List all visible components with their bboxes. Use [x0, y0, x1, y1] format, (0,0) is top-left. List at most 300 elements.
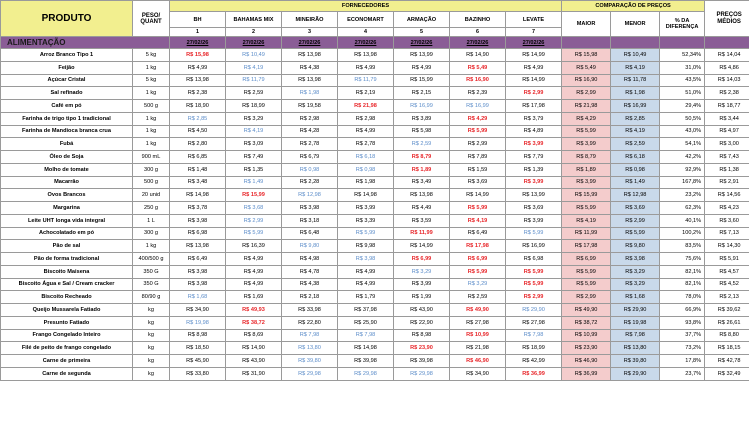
section-date: 27/02/26 [506, 37, 562, 49]
price-cell: R$ 14,98 [338, 189, 394, 202]
table-row [1, 316, 749, 329]
table-row [1, 100, 749, 113]
price-cell: R$ 36,99 [506, 367, 562, 380]
section-spacer [611, 37, 660, 49]
price-cell: R$ 3,98 [170, 278, 226, 291]
diff-percent: 23,2% [660, 189, 705, 202]
maior-value: R$ 46,90 [562, 355, 611, 368]
price-cell: R$ 19,98 [170, 316, 226, 329]
product-name: Biscoito Recheado [1, 291, 133, 304]
price-cell: R$ 3,39 [338, 214, 394, 227]
price-cell: R$ 3,29 [226, 112, 282, 125]
diff-percent: 92,9% [660, 163, 705, 176]
price-cell: R$ 8,79 [394, 151, 450, 164]
price-cell: R$ 5,99 [226, 227, 282, 240]
table-row [1, 87, 749, 100]
store-number-5: 5 [394, 28, 450, 37]
price-cell: R$ 2,99 [506, 291, 562, 304]
average-price: R$ 4,86 [705, 61, 749, 74]
price-cell: R$ 1,68 [170, 291, 226, 304]
price-cell: R$ 3,99 [394, 278, 450, 291]
price-cell: R$ 6,99 [394, 253, 450, 266]
price-cell: R$ 9,80 [282, 240, 338, 253]
price-cell: R$ 6,49 [170, 253, 226, 266]
price-cell: R$ 3,49 [394, 176, 450, 189]
price-cell: R$ 13,99 [506, 189, 562, 202]
product-quantity: 1 kg [133, 240, 170, 253]
product-quantity: 300 g [133, 163, 170, 176]
peso-quant-header: PESO/ QUANT [133, 1, 170, 37]
price-cell: R$ 14,99 [506, 74, 562, 87]
table-row [1, 227, 749, 240]
menor-value: R$ 13,80 [611, 342, 660, 355]
menor-value: R$ 6,18 [611, 151, 660, 164]
price-cell: R$ 2,39 [450, 87, 506, 100]
price-cell: R$ 3,99 [506, 138, 562, 151]
price-cell: R$ 8,98 [170, 329, 226, 342]
price-cell: R$ 34,90 [170, 304, 226, 317]
menor-value: R$ 16,99 [611, 100, 660, 113]
price-cell: R$ 18,99 [226, 100, 282, 113]
product-quantity: 1 kg [133, 138, 170, 151]
table-row [1, 125, 749, 138]
price-cell: R$ 33,98 [282, 304, 338, 317]
price-cell: R$ 27,98 [506, 316, 562, 329]
table-row [1, 176, 749, 189]
product-name: Feijão [1, 61, 133, 74]
product-name: Margarina [1, 202, 133, 215]
menor-value: R$ 19,98 [611, 316, 660, 329]
product-name: Farinha de Mandioca branca crua [1, 125, 133, 138]
maior-value: R$ 11,99 [562, 227, 611, 240]
maior-value: R$ 4,19 [562, 214, 611, 227]
price-cell: R$ 3,48 [170, 176, 226, 189]
price-cell: R$ 2,59 [450, 291, 506, 304]
product-quantity: 900 mL [133, 151, 170, 164]
price-cell: R$ 7,89 [450, 151, 506, 164]
menor-value: R$ 3,98 [611, 253, 660, 266]
menor-value: R$ 29,90 [611, 304, 660, 317]
diff-percent: 42,2% [660, 151, 705, 164]
price-cell: R$ 10,49 [226, 49, 282, 62]
product-name: Sal refinado [1, 87, 133, 100]
price-cell: R$ 5,99 [450, 265, 506, 278]
average-price: R$ 2,13 [705, 291, 749, 304]
product-quantity: 1 kg [133, 61, 170, 74]
menor-value: R$ 2,59 [611, 138, 660, 151]
price-cell: R$ 1,35 [226, 163, 282, 176]
menor-value: R$ 10,49 [611, 49, 660, 62]
store-number-6: 6 [450, 28, 506, 37]
section-date: 27/02/26 [226, 37, 282, 49]
price-cell: R$ 13,98 [338, 49, 394, 62]
price-cell: R$ 4,99 [338, 278, 394, 291]
price-cell: R$ 16,39 [226, 240, 282, 253]
price-cell: R$ 7,98 [506, 329, 562, 342]
diff-percent: 73,2% [660, 342, 705, 355]
menor-value: R$ 4,19 [611, 125, 660, 138]
menor-value: R$ 2,85 [611, 112, 660, 125]
price-cell: R$ 45,90 [170, 355, 226, 368]
average-price: R$ 1,38 [705, 163, 749, 176]
price-cell: R$ 6,79 [282, 151, 338, 164]
price-cell: R$ 33,80 [170, 367, 226, 380]
average-price: R$ 14,04 [705, 49, 749, 62]
price-cell: R$ 21,98 [450, 342, 506, 355]
product-name: Molho de tomate [1, 163, 133, 176]
store-header-bahamas-mix: BAHAMAS MIX [226, 12, 282, 28]
section-date: 27/02/26 [282, 37, 338, 49]
price-cell: R$ 4,50 [170, 125, 226, 138]
average-price: R$ 18,15 [705, 342, 749, 355]
price-cell: R$ 2,99 [226, 214, 282, 227]
product-quantity: 500 g [133, 176, 170, 189]
price-cell: R$ 18,90 [170, 100, 226, 113]
section-date: 27/02/26 [394, 37, 450, 49]
product-quantity: 400/500 g [133, 253, 170, 266]
price-cell: R$ 3,98 [282, 202, 338, 215]
diff-percent: 82,1% [660, 278, 705, 291]
maior-value: R$ 10,99 [562, 329, 611, 342]
price-cell: R$ 3,98 [170, 265, 226, 278]
price-cell: R$ 23,90 [394, 342, 450, 355]
maior-value: R$ 15,98 [562, 49, 611, 62]
price-cell: R$ 3,79 [506, 112, 562, 125]
price-cell: R$ 4,99 [170, 61, 226, 74]
price-cell: R$ 2,78 [282, 138, 338, 151]
price-cell: R$ 6,98 [170, 227, 226, 240]
product-quantity: kg [133, 304, 170, 317]
diff-percent: 51,0% [660, 87, 705, 100]
price-cell: R$ 14,99 [394, 240, 450, 253]
diff-percent: 23,7% [660, 367, 705, 380]
price-cell: R$ 18,50 [170, 342, 226, 355]
price-cell: R$ 3,98 [170, 214, 226, 227]
maior-value: R$ 6,99 [562, 253, 611, 266]
price-cell: R$ 7,98 [338, 329, 394, 342]
price-cell: R$ 22,90 [394, 316, 450, 329]
table-row [1, 240, 749, 253]
menor-value: R$ 1,68 [611, 291, 660, 304]
price-cell: R$ 5,99 [338, 227, 394, 240]
product-name: Achocolatado em pó [1, 227, 133, 240]
section-date: 27/02/26 [170, 37, 226, 49]
table-row [1, 189, 749, 202]
price-cell: R$ 2,99 [450, 138, 506, 151]
menor-value: R$ 0,98 [611, 163, 660, 176]
product-name: Óleo de Soja [1, 151, 133, 164]
store-header-levate: LEVATE [506, 12, 562, 28]
product-name: Frango Congelado Inteiro [1, 329, 133, 342]
table-row [1, 253, 749, 266]
product-name: Fubá [1, 138, 133, 151]
average-price: R$ 5,91 [705, 253, 749, 266]
price-cell: R$ 1,89 [394, 163, 450, 176]
price-cell: R$ 5,99 [450, 125, 506, 138]
price-cell: R$ 29,98 [282, 367, 338, 380]
section-row-alimentacao [1, 37, 749, 49]
table-row [1, 74, 749, 87]
table-row [1, 138, 749, 151]
table-row [1, 265, 749, 278]
price-cell: R$ 46,90 [450, 355, 506, 368]
maior-value: R$ 3,99 [562, 138, 611, 151]
price-cell: R$ 6,48 [282, 227, 338, 240]
price-cell: R$ 4,78 [282, 265, 338, 278]
price-cell: R$ 1,59 [450, 163, 506, 176]
price-cell: R$ 4,98 [282, 253, 338, 266]
maior-value: R$ 15,99 [562, 189, 611, 202]
price-cell: R$ 1,79 [338, 291, 394, 304]
diff-percent: 167,8% [660, 176, 705, 189]
average-price: R$ 14,03 [705, 74, 749, 87]
maior-value: R$ 16,90 [562, 74, 611, 87]
store-header-economart: ECONOMART [338, 12, 394, 28]
price-cell: R$ 11,99 [394, 227, 450, 240]
product-quantity: 1 kg [133, 125, 170, 138]
price-cell: R$ 4,99 [394, 61, 450, 74]
menor-value: R$ 12,98 [611, 189, 660, 202]
price-cell: R$ 39,98 [338, 355, 394, 368]
product-quantity: 250 g [133, 202, 170, 215]
price-cell: R$ 38,72 [226, 316, 282, 329]
price-cell: R$ 13,80 [282, 342, 338, 355]
price-cell: R$ 31,90 [226, 367, 282, 380]
price-cell: R$ 2,15 [394, 87, 450, 100]
table-row [1, 367, 749, 380]
product-name: Carne de primeira [1, 355, 133, 368]
price-cell: R$ 3,99 [338, 202, 394, 215]
price-cell: R$ 43,90 [226, 355, 282, 368]
price-cell: R$ 1,98 [338, 176, 394, 189]
price-cell: R$ 4,99 [226, 265, 282, 278]
diff-percent: 43,5% [660, 74, 705, 87]
menor-value: R$ 1,98 [611, 87, 660, 100]
price-cell: R$ 49,93 [226, 304, 282, 317]
price-cell: R$ 4,99 [226, 278, 282, 291]
average-price: R$ 39,62 [705, 304, 749, 317]
price-cell: R$ 0,98 [282, 163, 338, 176]
price-cell: R$ 3,29 [394, 265, 450, 278]
price-cell: R$ 5,49 [450, 61, 506, 74]
product-quantity: 5 kg [133, 74, 170, 87]
store-number-2: 2 [226, 28, 282, 37]
price-cell: R$ 4,99 [338, 265, 394, 278]
maior-value: R$ 21,98 [562, 100, 611, 113]
store-header-bazinho: BAZINHO [450, 12, 506, 28]
price-cell: R$ 2,99 [506, 87, 562, 100]
diff-percent: 62,3% [660, 202, 705, 215]
price-cell: R$ 15,99 [226, 189, 282, 202]
product-quantity: 5 kg [133, 49, 170, 62]
product-quantity: kg [133, 342, 170, 355]
average-price: R$ 4,97 [705, 125, 749, 138]
price-cell: R$ 2,59 [226, 87, 282, 100]
price-cell: R$ 13,98 [282, 49, 338, 62]
product-name: Biscoito Água e Sal / Cream cracker [1, 278, 133, 291]
product-name: Açúcar Cristal [1, 74, 133, 87]
price-cell: R$ 34,90 [450, 367, 506, 380]
price-cell: R$ 1,98 [282, 87, 338, 100]
price-cell: R$ 5,98 [394, 125, 450, 138]
product-name: Arroz Branco Tipo 1 [1, 49, 133, 62]
price-cell: R$ 6,99 [450, 253, 506, 266]
store-number-7: 7 [506, 28, 562, 37]
header-row-1 [1, 1, 749, 12]
price-cell: R$ 14,98 [338, 342, 394, 355]
table-row [1, 163, 749, 176]
price-cell: R$ 5,99 [506, 227, 562, 240]
average-price: R$ 7,43 [705, 151, 749, 164]
price-cell: R$ 15,99 [394, 74, 450, 87]
product-quantity: 500 g [133, 100, 170, 113]
maior-value: R$ 2,99 [562, 87, 611, 100]
diff-percent: 93,8% [660, 316, 705, 329]
maior-value: R$ 1,89 [562, 163, 611, 176]
product-quantity: kg [133, 367, 170, 380]
maior-value: R$ 4,29 [562, 112, 611, 125]
menor-header: MENOR [611, 12, 660, 37]
product-quantity: kg [133, 355, 170, 368]
price-cell: R$ 17,98 [450, 240, 506, 253]
diff-percent: 82,1% [660, 265, 705, 278]
price-cell: R$ 3,69 [450, 176, 506, 189]
average-price: R$ 4,23 [705, 202, 749, 215]
price-cell: R$ 3,18 [282, 214, 338, 227]
price-cell: R$ 4,28 [282, 125, 338, 138]
price-cell: R$ 17,98 [506, 100, 562, 113]
price-cell: R$ 4,99 [338, 61, 394, 74]
price-cell: R$ 13,98 [170, 240, 226, 253]
product-name: Ovos Brancos [1, 189, 133, 202]
diff-percent: 31,0% [660, 61, 705, 74]
maior-value: R$ 5,99 [562, 265, 611, 278]
price-cell: R$ 22,80 [282, 316, 338, 329]
price-cell: R$ 4,19 [226, 125, 282, 138]
price-cell: R$ 2,98 [282, 112, 338, 125]
section-label: ALIMENTAÇÃO [1, 37, 170, 49]
maior-value: R$ 5,99 [562, 202, 611, 215]
store-number-3: 3 [282, 28, 338, 37]
maior-value: R$ 17,98 [562, 240, 611, 253]
product-quantity: 1 kg [133, 112, 170, 125]
maior-header: MAIOR [562, 12, 611, 37]
diff-percent: 17,8% [660, 355, 705, 368]
product-quantity: 20 unid [133, 189, 170, 202]
price-cell: R$ 14,90 [450, 49, 506, 62]
price-cell: R$ 42,99 [506, 355, 562, 368]
average-price: R$ 8,80 [705, 329, 749, 342]
product-name: Biscoito Maisena [1, 265, 133, 278]
price-cell: R$ 14,90 [226, 342, 282, 355]
maior-value: R$ 5,99 [562, 278, 611, 291]
price-cell: R$ 6,18 [338, 151, 394, 164]
diferenca-header: % DA DIFERENÇA [660, 12, 705, 37]
table-row [1, 329, 749, 342]
price-cell: R$ 4,49 [394, 202, 450, 215]
product-quantity: 300 g [133, 227, 170, 240]
diff-percent: 29,4% [660, 100, 705, 113]
price-cell: R$ 4,19 [226, 61, 282, 74]
price-cell: R$ 1,69 [226, 291, 282, 304]
price-cell: R$ 16,99 [394, 100, 450, 113]
section-date: 27/02/26 [338, 37, 394, 49]
table-row [1, 214, 749, 227]
average-price: R$ 14,30 [705, 240, 749, 253]
diff-percent: 37,7% [660, 329, 705, 342]
price-cell: R$ 3,99 [506, 214, 562, 227]
price-cell: R$ 11,79 [226, 74, 282, 87]
price-cell: R$ 4,99 [338, 125, 394, 138]
average-price: R$ 3,60 [705, 214, 749, 227]
price-cell: R$ 2,85 [170, 112, 226, 125]
price-cell: R$ 15,98 [170, 49, 226, 62]
product-name: Café em pó [1, 100, 133, 113]
price-cell: R$ 6,49 [450, 227, 506, 240]
product-quantity: 350 G [133, 265, 170, 278]
price-cell: R$ 8,98 [394, 329, 450, 342]
diff-percent: 78,0% [660, 291, 705, 304]
table-row [1, 61, 749, 74]
price-cell: R$ 3,89 [394, 112, 450, 125]
produto-header: PRODUTO [1, 1, 133, 37]
average-price: R$ 14,56 [705, 189, 749, 202]
diff-percent: 54,1% [660, 138, 705, 151]
product-quantity: 1 kg [133, 87, 170, 100]
table-row [1, 49, 749, 62]
price-cell: R$ 5,99 [506, 265, 562, 278]
menor-value: R$ 5,99 [611, 227, 660, 240]
table-body [1, 1, 749, 381]
product-quantity: 80/90 g [133, 291, 170, 304]
diff-percent: 100,2% [660, 227, 705, 240]
menor-value: R$ 11,78 [611, 74, 660, 87]
price-cell: R$ 3,29 [450, 278, 506, 291]
table-row [1, 291, 749, 304]
comparacao-header: COMPARAÇÃO DE PREÇOS [562, 1, 705, 12]
product-quantity: kg [133, 329, 170, 342]
price-cell: R$ 14,99 [506, 49, 562, 62]
product-name: Macarrão [1, 176, 133, 189]
price-cell: R$ 5,99 [506, 278, 562, 291]
diff-percent: 50,5% [660, 112, 705, 125]
maior-value: R$ 49,90 [562, 304, 611, 317]
diff-percent: 75,6% [660, 253, 705, 266]
diff-percent: 43,0% [660, 125, 705, 138]
price-cell: R$ 39,80 [282, 355, 338, 368]
price-cell: R$ 10,99 [450, 329, 506, 342]
product-quantity: 1 L [133, 214, 170, 227]
price-cell: R$ 49,90 [450, 304, 506, 317]
product-name: Pão de forma tradicional [1, 253, 133, 266]
price-cell: R$ 3,09 [226, 138, 282, 151]
price-cell: R$ 4,19 [450, 214, 506, 227]
diff-percent: 83,5% [660, 240, 705, 253]
price-cell: R$ 2,19 [338, 87, 394, 100]
price-cell: R$ 14,99 [450, 189, 506, 202]
diff-percent: 66,9% [660, 304, 705, 317]
price-cell: R$ 3,98 [338, 253, 394, 266]
average-price: R$ 18,77 [705, 100, 749, 113]
price-cell: R$ 4,38 [282, 278, 338, 291]
price-cell: R$ 29,98 [338, 367, 394, 380]
average-price: R$ 2,38 [705, 87, 749, 100]
maior-value: R$ 2,99 [562, 291, 611, 304]
price-cell: R$ 3,69 [506, 202, 562, 215]
store-number-4: 4 [338, 28, 394, 37]
fornecedores-header: FORNECEDORES [170, 1, 562, 12]
maior-value: R$ 36,99 [562, 367, 611, 380]
